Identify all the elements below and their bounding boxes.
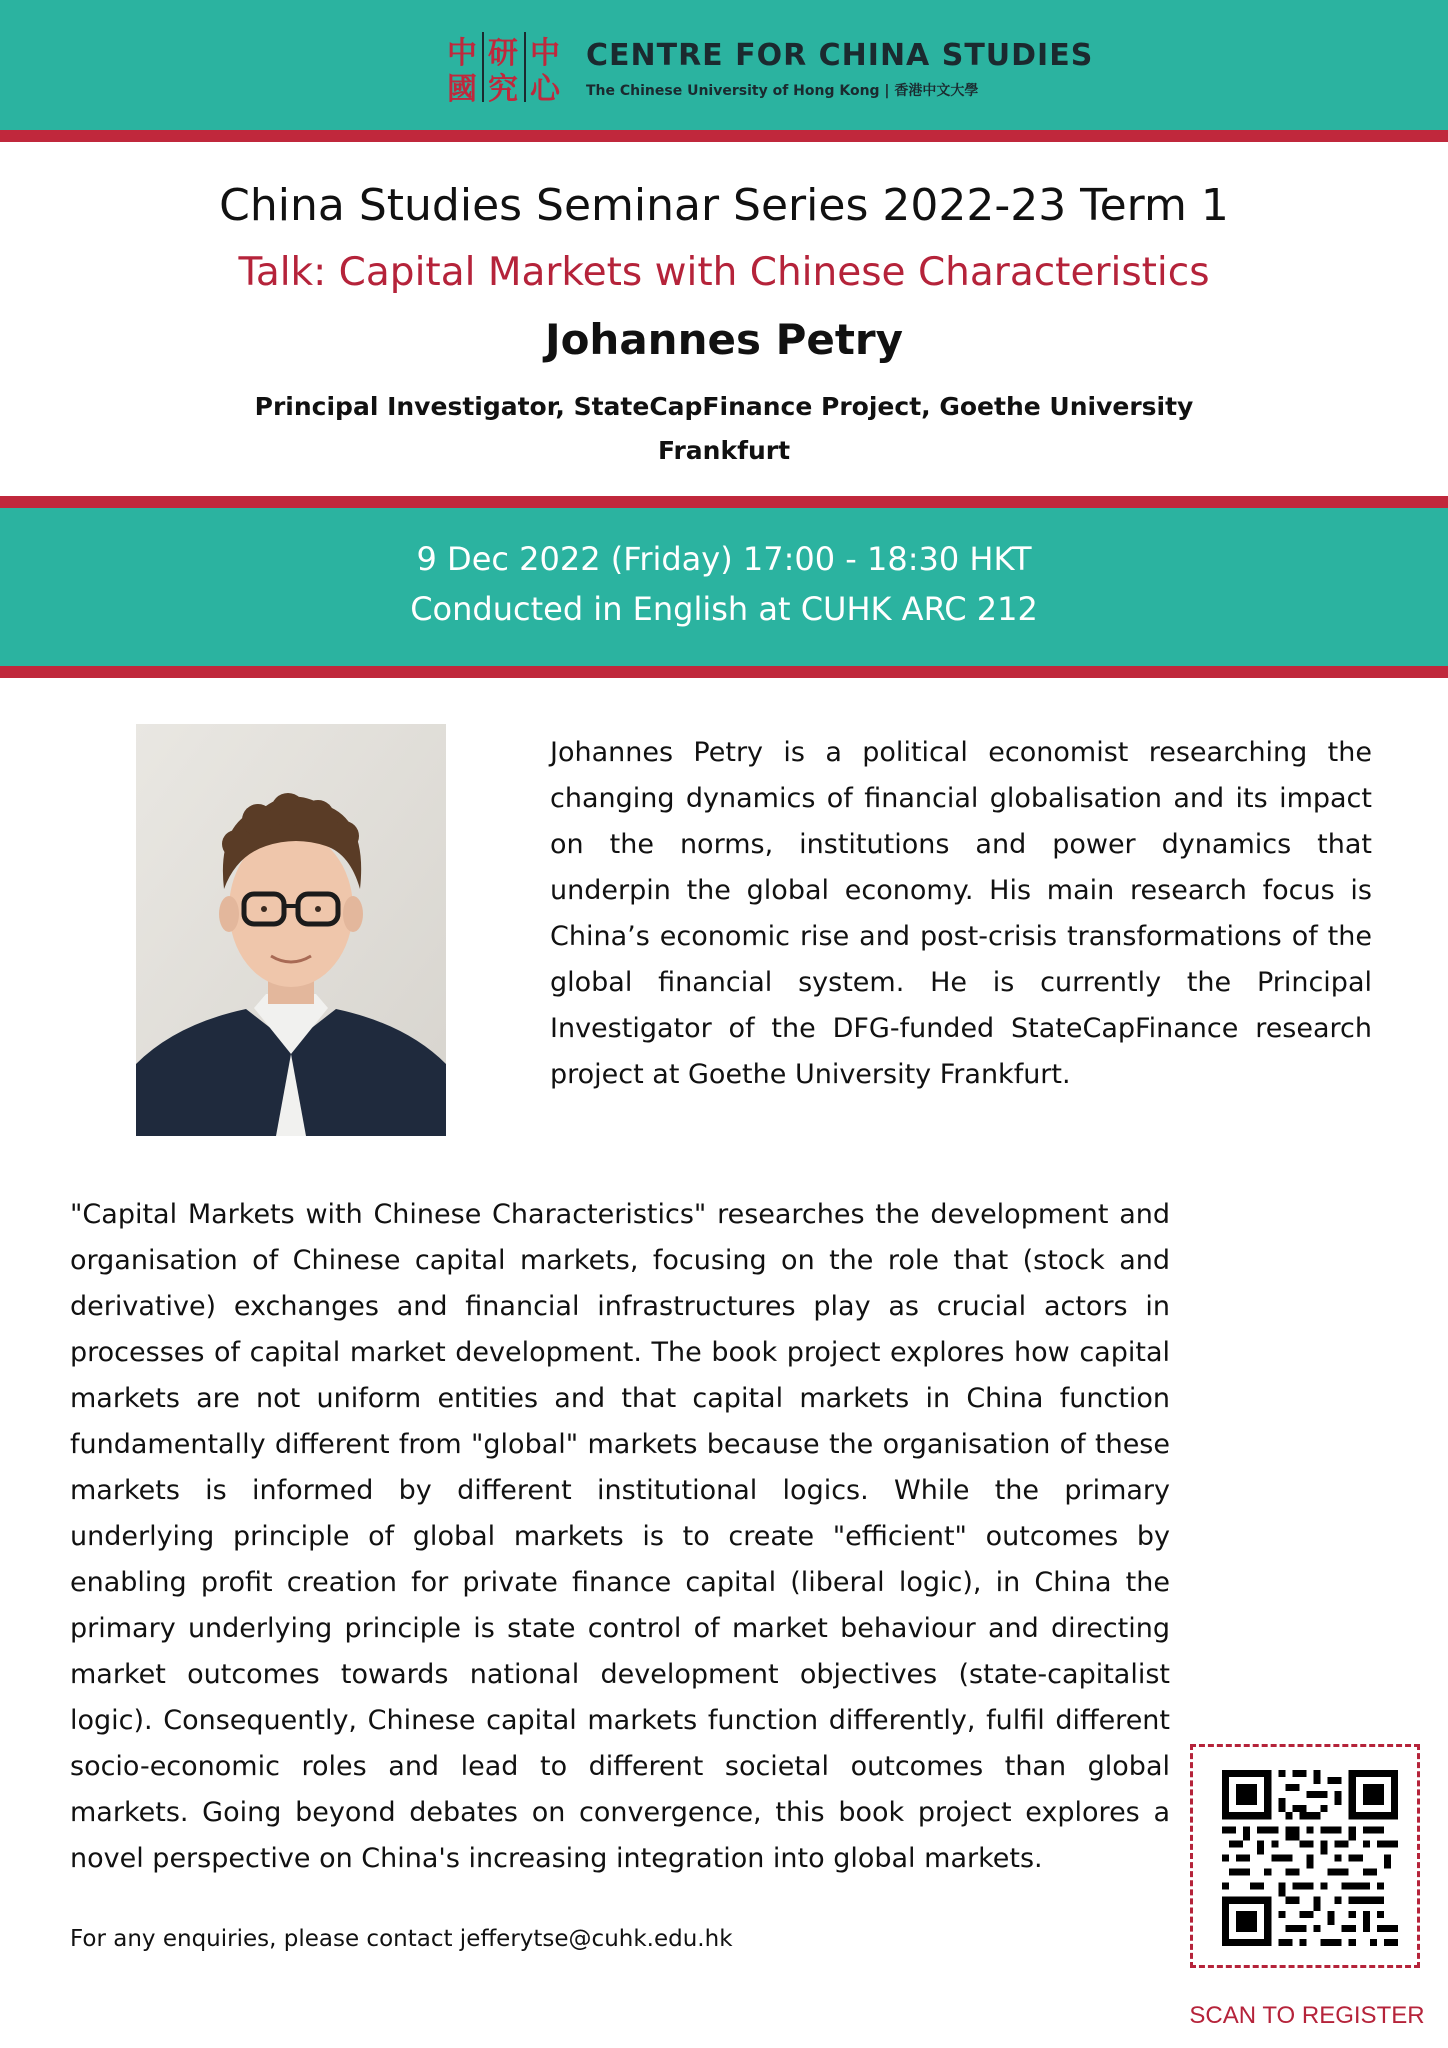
series-title: China Studies Seminar Series 2022-23 Term 1 xyxy=(219,180,1229,231)
date-band-divider-bottom xyxy=(0,666,1448,678)
date-band-divider-top xyxy=(0,496,1448,508)
date-band xyxy=(0,508,1448,666)
org-name: CENTRE FOR CHINA STUDIES xyxy=(586,38,1094,73)
registration-qr-code[interactable] xyxy=(1220,1770,1400,1946)
talk-title: Talk: Capital Markets with Chinese Characteristics xyxy=(238,250,1210,295)
header-divider xyxy=(0,130,1448,142)
logo-char: 研 xyxy=(488,36,518,71)
scan-to-register-label: SCAN TO REGISTER xyxy=(1189,2002,1425,2029)
centre-logo xyxy=(444,30,564,104)
talk-abstract: "Capital Markets with Chinese Characteristics" researches the development and organisation of Chinese capital markets, focusing on the role that (stock and derivative) exchanges and financial infrastructures play as crucial actors in processes of capital market development. The book project explores how capital markets are not uniform entities and that capital markets in China function fundamentally different from "global" markets because the organisation of these markets is informed by different institutional logics. While the primary underlying principle of global markets is to create "efficient" outcomes by enabling profit creation for private finance capital (liberal logic), in China the primary underlying principle is state control of market behaviour and directing market outcomes towards national development objectives (state-capitalist logic). Consequently, Chinese capital markets function differently, fulfil different socio-economic roles and lead to different societal outcomes than global markets. Going beyond debates on convergence, this book project explores a novel perspective on China's increasing integration into global markets. xyxy=(70,1199,1170,1874)
event-venue: Conducted in English at CUHK ARC 212 xyxy=(410,590,1038,628)
logo-char: 中 xyxy=(447,36,477,71)
logo-char: 心 xyxy=(530,72,560,104)
event-datetime: 9 Dec 2022 (Friday) 17:00 - 18:30 HKT xyxy=(416,540,1032,578)
logo-char: 國 xyxy=(447,72,477,104)
speaker-name: Johannes Petry xyxy=(544,315,904,364)
logo-char: 中 xyxy=(530,36,560,71)
contact-line: For any enquiries, please contact jefferytse@cuhk.edu.hk xyxy=(70,1926,733,1952)
speaker-bio: Johannes Petry is a political economist researching the changing dynamics of financial globalisation and its impact on the norms, institutions and power dynamics that underpin the global economy. His main research focus is China’s economic rise and post-crisis transformations of the global financial system. He is currently the Principal Investigator of the DFG-funded StateCapFinance research project at Goethe University Frankfurt. xyxy=(550,737,1372,1090)
university-name: The Chinese University of Hong Kong | 香港中文大學 xyxy=(586,83,979,99)
speaker-portrait xyxy=(136,724,446,1136)
speaker-affiliation: Principal Investigator, StateCapFinance Project, Goethe University Frankfurt xyxy=(254,392,1194,465)
logo-char: 究 xyxy=(488,72,518,104)
